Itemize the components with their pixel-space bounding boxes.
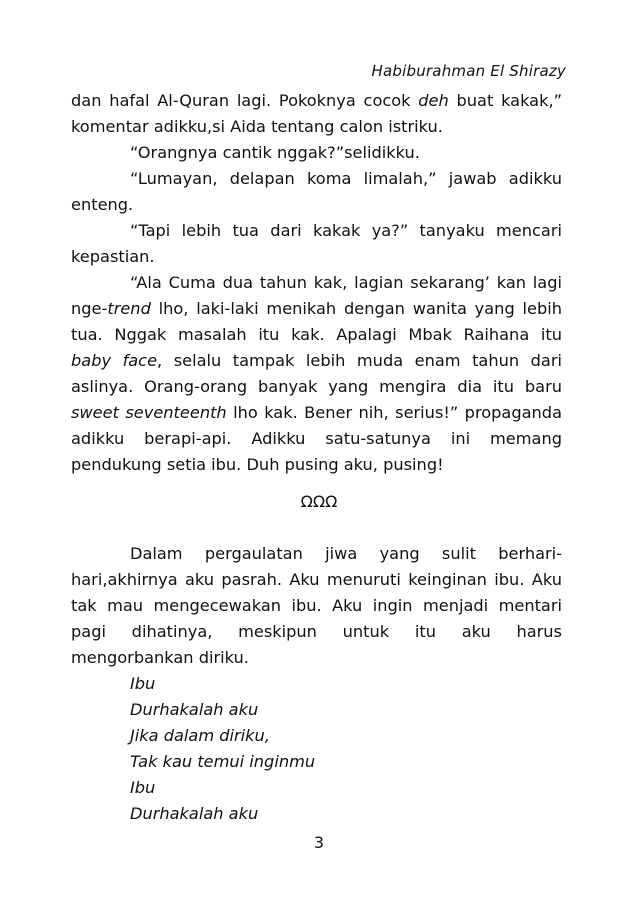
text-line [71, 348, 562, 374]
text-span: lho, laki-laki menikah dengan wanita yang lebih [150, 299, 562, 318]
text-line [71, 88, 562, 114]
text-line: tua. Nggak masalah itu kak. Apalagi Mbak Raihana itu [71, 325, 562, 344]
text-line: “Lumayan, delapan koma limalah,” jawab adikku [130, 169, 562, 188]
text-span: nge- [71, 299, 108, 318]
text-line: enteng. [71, 195, 134, 214]
italic-span: baby face [71, 351, 158, 370]
text-line: pendukung setia ibu. Duh pusing aku, pusing! [71, 455, 444, 474]
poem-line: Ibu [130, 778, 156, 797]
text-span: , selalu tampak lebih muda enam tahun dari [157, 351, 562, 370]
text-line: Dalam pergaulatan jiwa yang sulit berhari- [130, 544, 562, 563]
text-line: “Tapi lebih tua dari kakak ya?” tanyaku mencari [130, 221, 562, 240]
poem-line: Ibu [130, 674, 156, 693]
text-line: tak mau mengecewakan ibu. Aku ingin menjadi mentari [71, 596, 562, 615]
poem-line: Tak kau temui inginmu [130, 752, 316, 771]
text-span: lho kak. Bener nih, serius!” propaganda [226, 403, 563, 422]
text-line: “Orangnya cantik nggak?”selidikku. [130, 143, 420, 162]
text-line: kepastian. [71, 247, 155, 266]
text-line: “Ala Cuma dua tahun kak, lagian sekarang’ kan lagi [130, 273, 562, 292]
text-line: pagi dihatinya, meskipun untuk itu aku harus [71, 622, 562, 641]
text-span: dan hafal Al-Quran lagi. Pokoknya cocok [71, 91, 419, 110]
text-line: aslinya. Orang-orang banyak yang mengira dia itu baru [71, 377, 562, 396]
text-line [71, 400, 562, 426]
poem-line: Durhakalah aku [130, 700, 259, 719]
section-separator: ΩΩΩ [300, 492, 338, 511]
text-line: hari,akhirnya aku pasrah. Aku menuruti keinginan ibu. Aku [71, 570, 562, 589]
text-line: mengorbankan diriku. [71, 648, 249, 667]
italic-span: sweet seventeenth [71, 403, 227, 422]
text-span: buat kakak,” [448, 91, 562, 110]
text-line [71, 296, 562, 322]
text-line: adikku berapi-api. Adikku satu-satunya ini memang [71, 429, 562, 448]
text-line: komentar adikku,si Aida tentang calon istriku. [71, 117, 443, 136]
page-number: 3 [313, 833, 325, 852]
running-header-author: Habiburahman El Shirazy [371, 62, 566, 80]
poem-line: Durhakalah aku [130, 804, 259, 823]
italic-span: trend [107, 299, 151, 318]
poem-line: Jika dalam diriku, [130, 726, 270, 745]
italic-span: deh [418, 91, 449, 110]
